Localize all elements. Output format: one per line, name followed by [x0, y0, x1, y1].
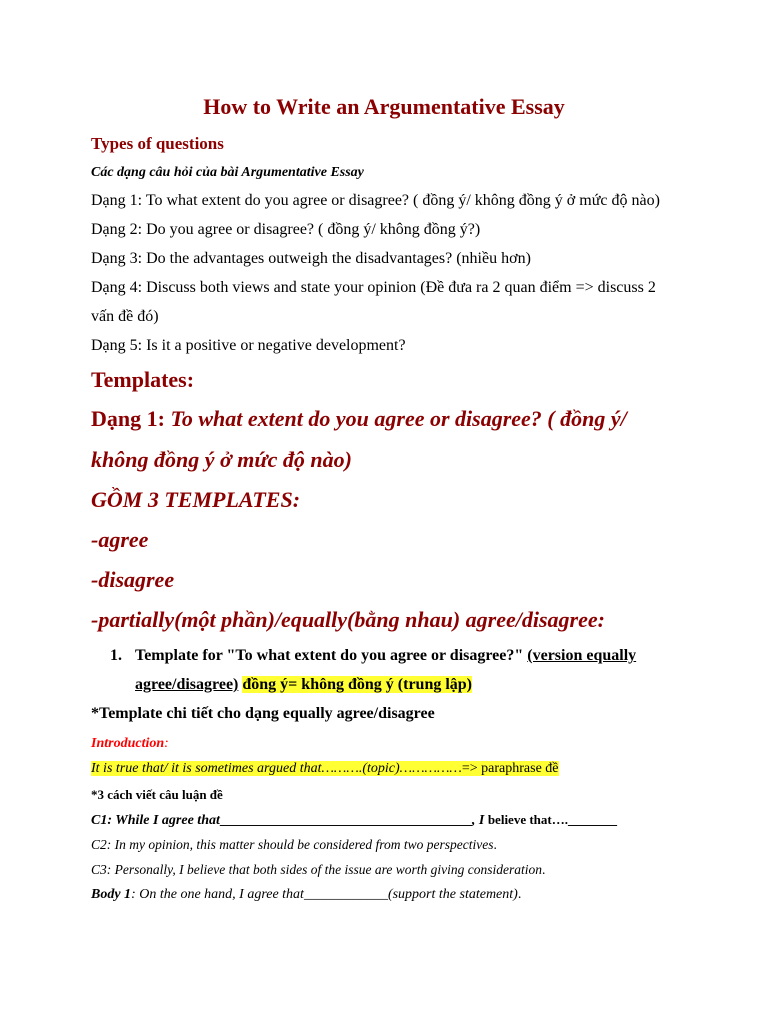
c1-a: C1: While I agree that [91, 813, 220, 828]
intro-highlight [91, 761, 559, 776]
type-line-3: Dạng 3: Do the advantages outweigh the disadvantages? (nhiều hơn) [91, 250, 531, 267]
list-item-underline-b: agree/disagree) [135, 676, 239, 693]
option-partially: -partially(một phần)/equally(bằng nhau) agree/disagree: [91, 607, 605, 632]
list-item-text [135, 647, 636, 665]
c3-line [91, 862, 545, 878]
three-ways: *3 cách viết câu luận đề [91, 787, 223, 802]
type-line-2: Dạng 2: Do you agree or disagree? ( đồng ý/ không đồng ý?) [91, 221, 481, 238]
gom-heading: GỒM 3 TEMPLATES: [91, 487, 301, 512]
c2-line [91, 837, 497, 853]
list-item-underline-a: (version equally [527, 647, 637, 664]
body1-line [91, 887, 521, 903]
intro-label-line [91, 734, 169, 752]
body1-label: Body 1 [91, 887, 132, 902]
types-heading: Types of questions [91, 134, 224, 153]
dang1-heading [91, 406, 627, 432]
c2-end: . [493, 837, 497, 852]
intro-line-tail: => paraphrase đề [461, 761, 559, 776]
c1-blank: ____________________________________ [219, 813, 472, 828]
type-line-5: Dạng 5: Is it a positive or negative development? [91, 337, 406, 354]
intro-colon: : [164, 736, 169, 751]
c3-end: . [541, 862, 546, 877]
type-line-4: Dạng 4: Discuss both views and state your opinion (Đề đưa ra 2 quan điểm => discuss 2 [91, 279, 656, 296]
intro-line [91, 761, 559, 777]
c1-c: believe that…. [487, 812, 568, 827]
type-line-1: Dạng 1: To what extent do you agree or disagree? ( đồng ý/ không đồng ý ở mức độ nào) [91, 192, 660, 209]
c3-text: C3: Personally, I believe that both sides of the issue are worth giving consideration [91, 862, 542, 877]
templates-heading: Templates: [91, 367, 195, 392]
type-line-4-cont: vấn đề đó) [91, 308, 159, 325]
list-item-number: 1. [110, 647, 122, 664]
page-title: How to Write an Argumentative Essay [203, 94, 565, 119]
detail-heading: *Template chi tiết cho dạng equally agree/disagree [91, 705, 435, 722]
intro-label: Introduction [91, 736, 165, 751]
option-agree: -agree [91, 527, 149, 552]
list-item-text-a: Template for "To what extent do you agree or disagree?" [135, 647, 528, 664]
list-item-highlight: đồng ý= không đồng ý (trung lập) [242, 676, 473, 693]
option-disagree: -disagree [91, 567, 175, 592]
dang1-question-b: không đồng ý ở mức độ nào) [91, 447, 352, 472]
c1-blank2: _______ [567, 813, 617, 828]
dang1-prefix: Dạng 1: [91, 406, 171, 431]
c2-text: C2: In my opinion, this matter should be considered from two perspectives [91, 837, 494, 852]
body1-text: : On the one hand, I agree that____________(support the statement) [131, 887, 518, 902]
list-item-text-cont [135, 676, 472, 694]
c1-b: , I [471, 813, 488, 828]
types-subheading: Các dạng câu hỏi của bài Argumentative Essay [91, 165, 364, 180]
intro-line-italic: It is true that/ it is sometimes argued that……….(topic)…………… [91, 761, 462, 776]
dang1-question-a: To what extent do you agree or disagree? ( đồng ý/ [170, 406, 627, 431]
body1-end: . [517, 887, 522, 902]
c1-line [91, 812, 617, 829]
